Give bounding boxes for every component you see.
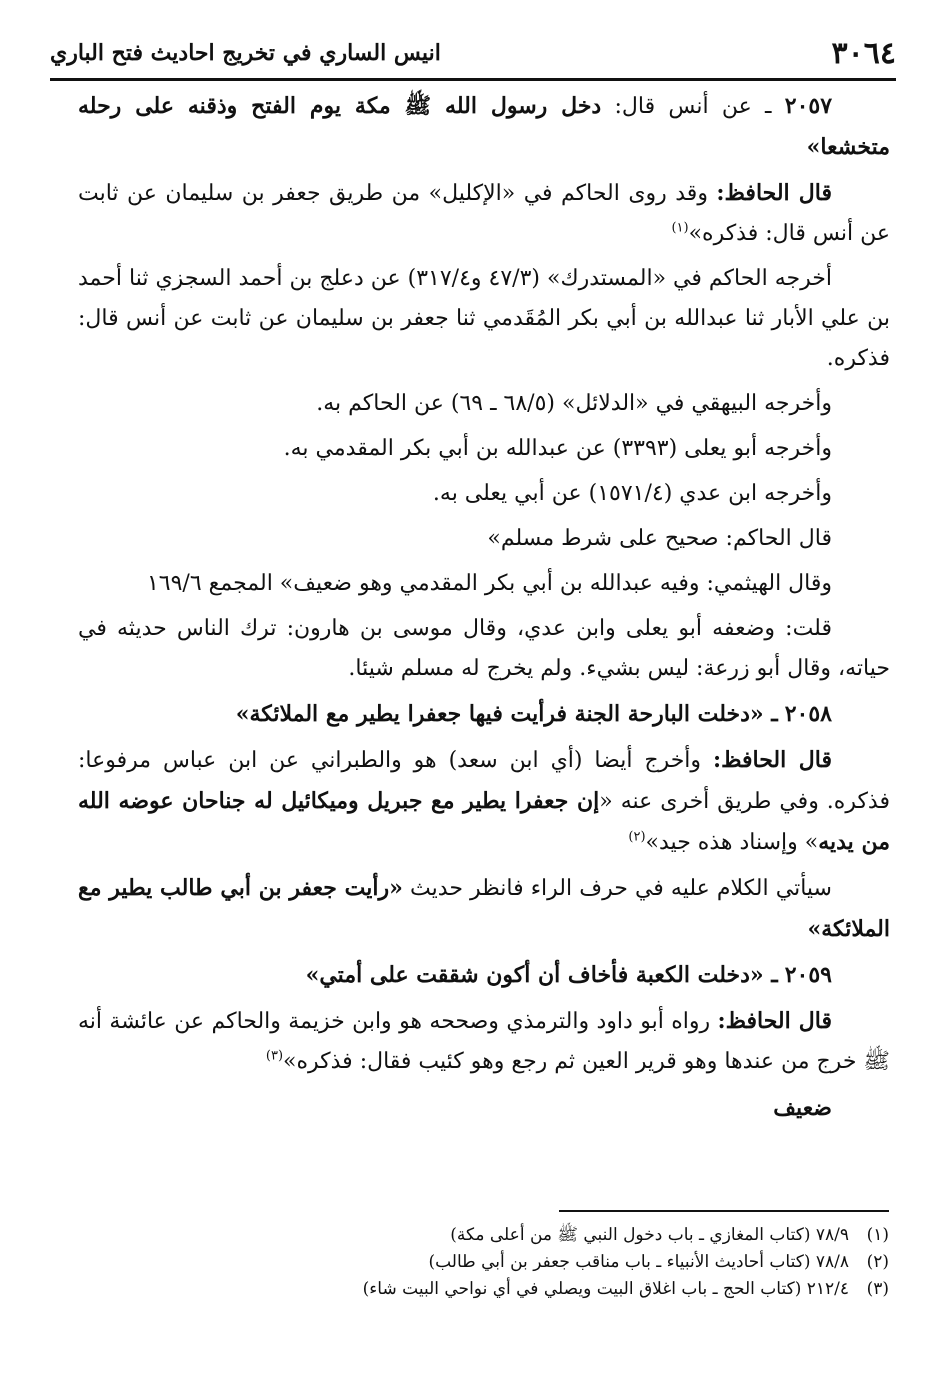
- footnote-ref-3: (٣): [265, 1048, 284, 1064]
- footnotes: [329, 1222, 889, 1303]
- running-title: انيس الساري في تخريج احاديث فتح الباري: [50, 40, 441, 66]
- hadith-intro: ـ عن أنس قال:: [614, 94, 772, 119]
- takhrij-abu-yala: وأخرجه أبو يعلى (٣٣٩٣) عن عبدالله بن أبي بكر المقدمي به.: [283, 436, 832, 461]
- hadith-2058-heading: [78, 694, 890, 735]
- hadith-number: ٢٠٥٧: [784, 93, 833, 119]
- takhrij-bayhaqi: وأخرجه البيهقي في «الدلائل» (٦٨/٥ ـ ٦٩) عن الحاكم به.: [316, 391, 832, 416]
- cross-reference-note: [78, 868, 890, 950]
- footnote-number: (١): [866, 1225, 889, 1245]
- footnote-item: [329, 1222, 889, 1249]
- hafiz-text: وأخرج أيضا (أي ابن سعد) هو والطبراني عن ابن عباس مرفوعا: فذكره. وفي طريق أخرى عنه «: [78, 748, 890, 814]
- footnote-ref-1: (١): [671, 220, 689, 236]
- note-referenced-hadith: «رأيت جعفر بن أبي طالب يطير مع الملائكة»: [78, 875, 890, 942]
- hafiz-comment-2059: [78, 1001, 890, 1082]
- grading-verdict: ضعيف: [773, 1095, 832, 1121]
- hadith-2057-heading: [78, 86, 890, 168]
- footnote-item: [329, 1276, 889, 1303]
- footnote-text: ٢١٢/٤ (كتاب الحج ـ باب اغلاق البيت ويصلي في أي نواحي البيت شاء): [362, 1279, 849, 1299]
- author-comment: قلت: وضعفه أبو يعلى وابن عدي، وقال موسى بن هارون: ترك الناس حديثه في حياته، وقال أبو زرعة: ليس بشيء. ولم يخرج له مسلم شيئا.: [78, 616, 890, 681]
- hafiz-label: قال الحافظ:: [712, 747, 833, 773]
- haythami-grading: وقال الهيثمي: وفيه عبدالله بن أبي بكر المقدمي وهو ضعيف» المجمع ١٦٩/٦: [146, 571, 832, 596]
- hafiz-text-end: » وإسناد هذه جيد»: [645, 830, 819, 855]
- footnote-text: ٧٨/٨ (كتاب أحاديث الأنبياء ـ باب مناقب جعفر بن أبي طالب): [428, 1252, 849, 1272]
- hadith-text: دخل رسول الله ﷺ مكة يوم الفتح وذقنه على رحله متخشعا»: [78, 93, 890, 160]
- hafiz-label: قال الحافظ:: [717, 1008, 833, 1034]
- hadith-number: ٢٠٥٩: [784, 962, 832, 988]
- footnote-text: ٧٨/٩ (كتاب المغازي ـ باب دخول النبي ﷺ من أعلى مكة): [450, 1225, 849, 1245]
- footnote-number: (٢): [866, 1252, 889, 1272]
- hakim-grading: قال الحاكم: صحيح على شرط مسلم»: [487, 526, 832, 551]
- hadith-number: ٢٠٥٨: [784, 701, 832, 727]
- footnote-number: (٣): [866, 1279, 889, 1299]
- page-number: ٣٠٦٤: [831, 36, 896, 71]
- footnote-divider: [559, 1210, 889, 1212]
- takhrij-paragraph: أخرجه الحاكم في «المستدرك» (٤٧/٣ و٣١٧/٤) عن دعلج بن أحمد السجزي ثنا أحمد بن علي الأبار ثنا عبدالله بن أبي بكر المُقَدمي ثنا جعفر بن سليمان عن ثابت عن أنس قال: فذكره.: [78, 266, 890, 371]
- hadith-title: ـ «دخلت الكعبة فأخاف أن أكون شققت على أمتي»: [305, 962, 778, 988]
- hafiz-label: قال الحافظ:: [716, 180, 832, 206]
- footnote-ref-2: (٢): [628, 829, 646, 845]
- hafiz-text: رواه أبو داود والترمذي وصححه هو وابن خزيمة والحاكم عن عائشة أنه ﷺ خرج من عندها وهو قرير العين ثم رجع وهو كئيب فقال: فذكره»: [78, 1009, 890, 1074]
- hafiz-comment-2058: [78, 740, 890, 863]
- hafiz-text: وقد روى الحاكم في «الإكليل» من طريق جعفر بن سليمان عن ثابت عن أنس قال: فذكره»: [78, 181, 890, 246]
- page-body: [78, 86, 890, 1133]
- hadith-2059-heading: [78, 955, 890, 996]
- hafiz-quoted-hadith: إن جعفرا يطير مع جبريل وميكائيل له جناحان عوضه الله من يديه: [78, 788, 890, 855]
- footnote-item: [329, 1249, 889, 1276]
- page-header: [50, 34, 896, 81]
- hafiz-comment-2057: [78, 173, 890, 254]
- hadith-title: ـ «دخلت البارحة الجنة فرأيت فيها جعفرا يطير مع الملائكة»: [235, 701, 778, 727]
- note-text: سيأتي الكلام عليه في حرف الراء فانظر حديث: [410, 876, 832, 901]
- takhrij-ibn-adi: وأخرجه ابن عدي (١٥٧١/٤) عن أبي يعلى به.: [432, 481, 832, 506]
